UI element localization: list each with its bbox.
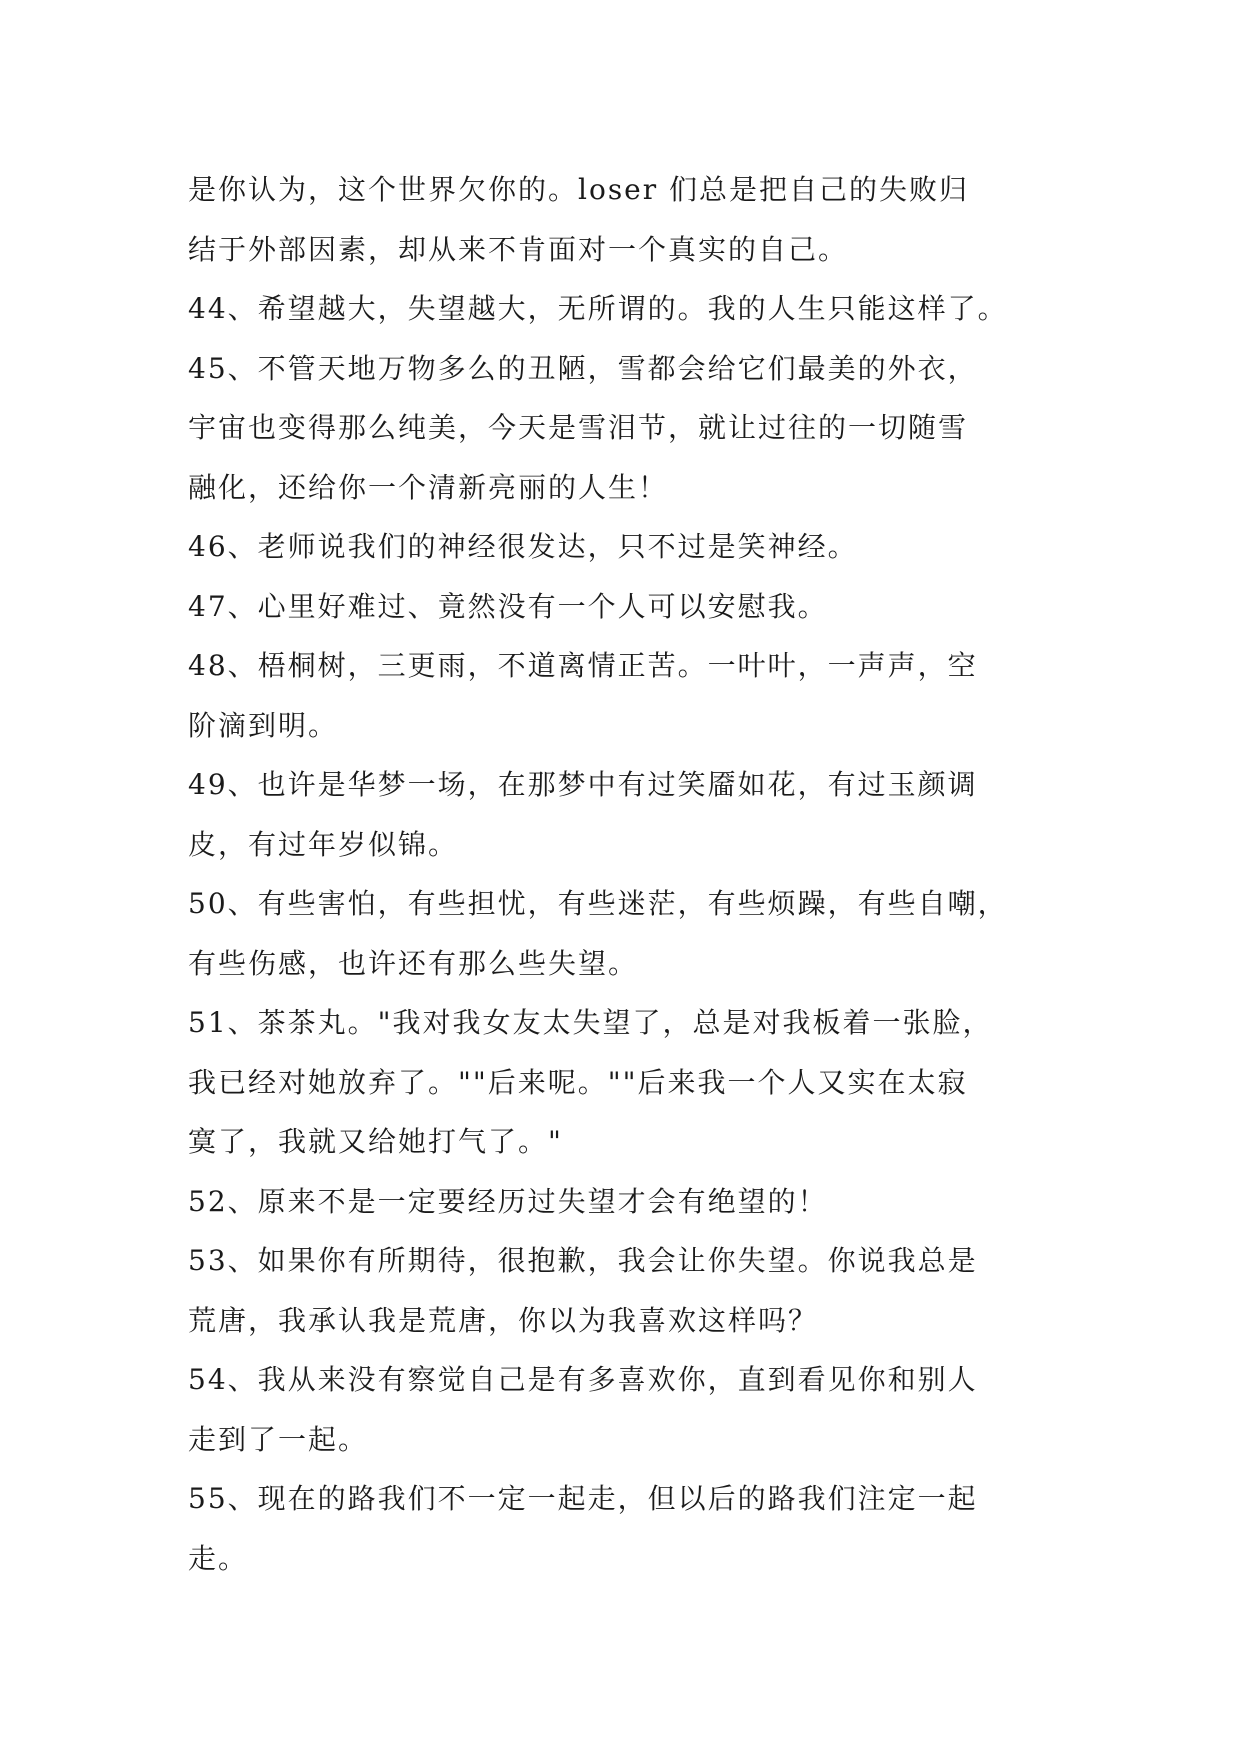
text-line: 结于外部因素，却从来不肯面对一个真实的自己。 [188,232,849,266]
text-line: 寞了，我就又给她打气了。" [188,1125,563,1158]
text-line: 48、梧桐树，三更雨，不道离情正苦。一叶叶，一声声，空 [188,649,978,682]
text-line: 皮，有过年岁似锦。 [188,827,459,861]
text-line: 55、现在的路我们不一定一起走，但以后的路我们注定一起 [188,1482,978,1515]
text-line: 54、我从来没有察觉自己是有多喜欢你，直到看见你和别人 [188,1363,978,1396]
text-line: 52、原来不是一定要经历过失望才会有绝望的！ [188,1184,828,1218]
document-body [188,160,1068,1588]
text-line: 有些伤感，也许还有那么些失望。 [188,946,639,980]
text-line: 荒唐，我承认我是荒唐，你以为我喜欢这样吗？ [188,1303,819,1337]
text-line: 宇宙也变得那么纯美，今天是雪泪节，就让过往的一切随雪 [188,411,969,444]
text-line: 45、不管天地万物多么的丑陋，雪都会给它们最美的外衣， [188,351,978,385]
text-line: 53、如果你有所期待，很抱歉，我会让你失望。你说我总是 [188,1244,978,1277]
text-line: 融化，还给你一个清新亮丽的人生！ [188,470,669,504]
text-line: 51、茶茶丸。"我对我女友太失望了，总是对我板着一张脸， [188,1006,993,1039]
text-line: 走。 [188,1541,249,1575]
text-line: 50、有些害怕，有些担忧，有些迷茫，有些烦躁，有些自嘲， [188,887,1008,920]
text-line: 是你认为，这个世界欠你的。loser 们总是把自己的失败归 [188,173,970,206]
text-line: 49、也许是华梦一场，在那梦中有过笑靥如花，有过玉颜调 [188,768,978,801]
text-line: 我已经对她放弃了。""后来呢。""后来我一个人又实在太寂 [188,1065,968,1099]
text-line: 44、希望越大，失望越大，无所谓的。我的人生只能这样了。 [188,292,1008,325]
text-line: 走到了一起。 [188,1422,369,1456]
text-line: 47、心里好难过、竟然没有一个人可以安慰我。 [188,589,828,623]
text-line: 46、老师说我们的神经很发达，只不过是笑神经。 [188,530,858,563]
text-line: 阶滴到明。 [188,708,339,742]
